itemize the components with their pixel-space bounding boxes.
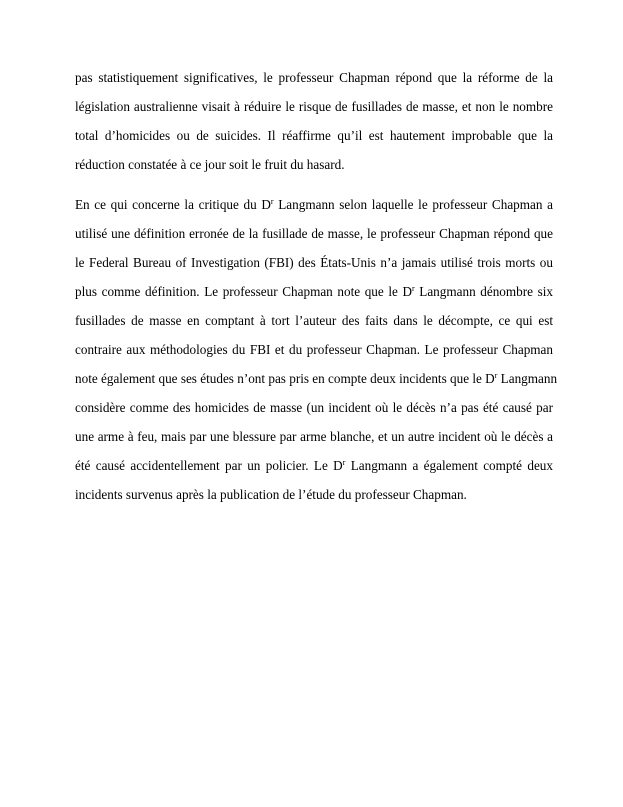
line-text: Langmann a également compté deux: [345, 458, 553, 473]
paragraph-line: [75, 458, 553, 474]
paragraph-line: pas statistiquement significatives, le professeur Chapman répond que la réforme de la: [75, 70, 553, 85]
paragraph-line: utilisé une définition erronée de la fusillade de masse, le professeur Chapman répond que: [75, 226, 553, 241]
line-text: Langmann: [497, 371, 558, 386]
paragraph-line: considère comme des homicides de masse (un incident où le décès n’a pas été causé par: [75, 400, 553, 415]
paragraph-line: fusillades de masse en comptant à tort l’auteur des faits dans le décompte, ce qui est: [75, 313, 553, 328]
superscript-r: r: [270, 197, 274, 206]
line-text: En ce qui concerne la critique du D: [75, 197, 271, 212]
superscript-r: r: [411, 284, 415, 293]
paragraph-line: réduction constatée à ce jour soit le fruit du hasard.: [75, 157, 345, 172]
paragraph-line: incidents survenus après la publication de l’étude du professeur Chapman.: [75, 487, 467, 502]
line-text: note également que ses études n’ont pas pris en compte deux incidents que le D: [75, 371, 495, 386]
line-text: plus comme définition. Le professeur Chapman note que le D: [75, 284, 412, 299]
superscript-r: r: [494, 371, 498, 380]
paragraph-line: une arme à feu, mais par une blessure par arme blanche, et un autre incident où le décès a: [75, 429, 553, 444]
line-text: Langmann dénombre six: [414, 284, 553, 299]
line-text: Langmann selon laquelle le professeur Chapman a: [273, 197, 553, 212]
paragraph-line: contraire aux méthodologies du FBI et du professeur Chapman. Le professeur Chapman: [75, 342, 553, 357]
paragraph-line: [75, 197, 553, 213]
line-text: été causé accidentellement par un policier. Le D: [75, 458, 343, 473]
paragraph-line: législation australienne visait à réduire le risque de fusillades de masse, et non le nombre: [75, 99, 553, 114]
paragraph-line: [75, 371, 558, 387]
paragraph-line: [75, 284, 553, 300]
paragraph-line: total d’homicides ou de suicides. Il réaffirme qu’il est hautement improbable que la: [75, 128, 553, 143]
paragraph-line: le Federal Bureau of Investigation (FBI) des États-Unis n’a jamais utilisé trois morts ou: [75, 255, 553, 270]
superscript-r: r: [342, 458, 346, 467]
